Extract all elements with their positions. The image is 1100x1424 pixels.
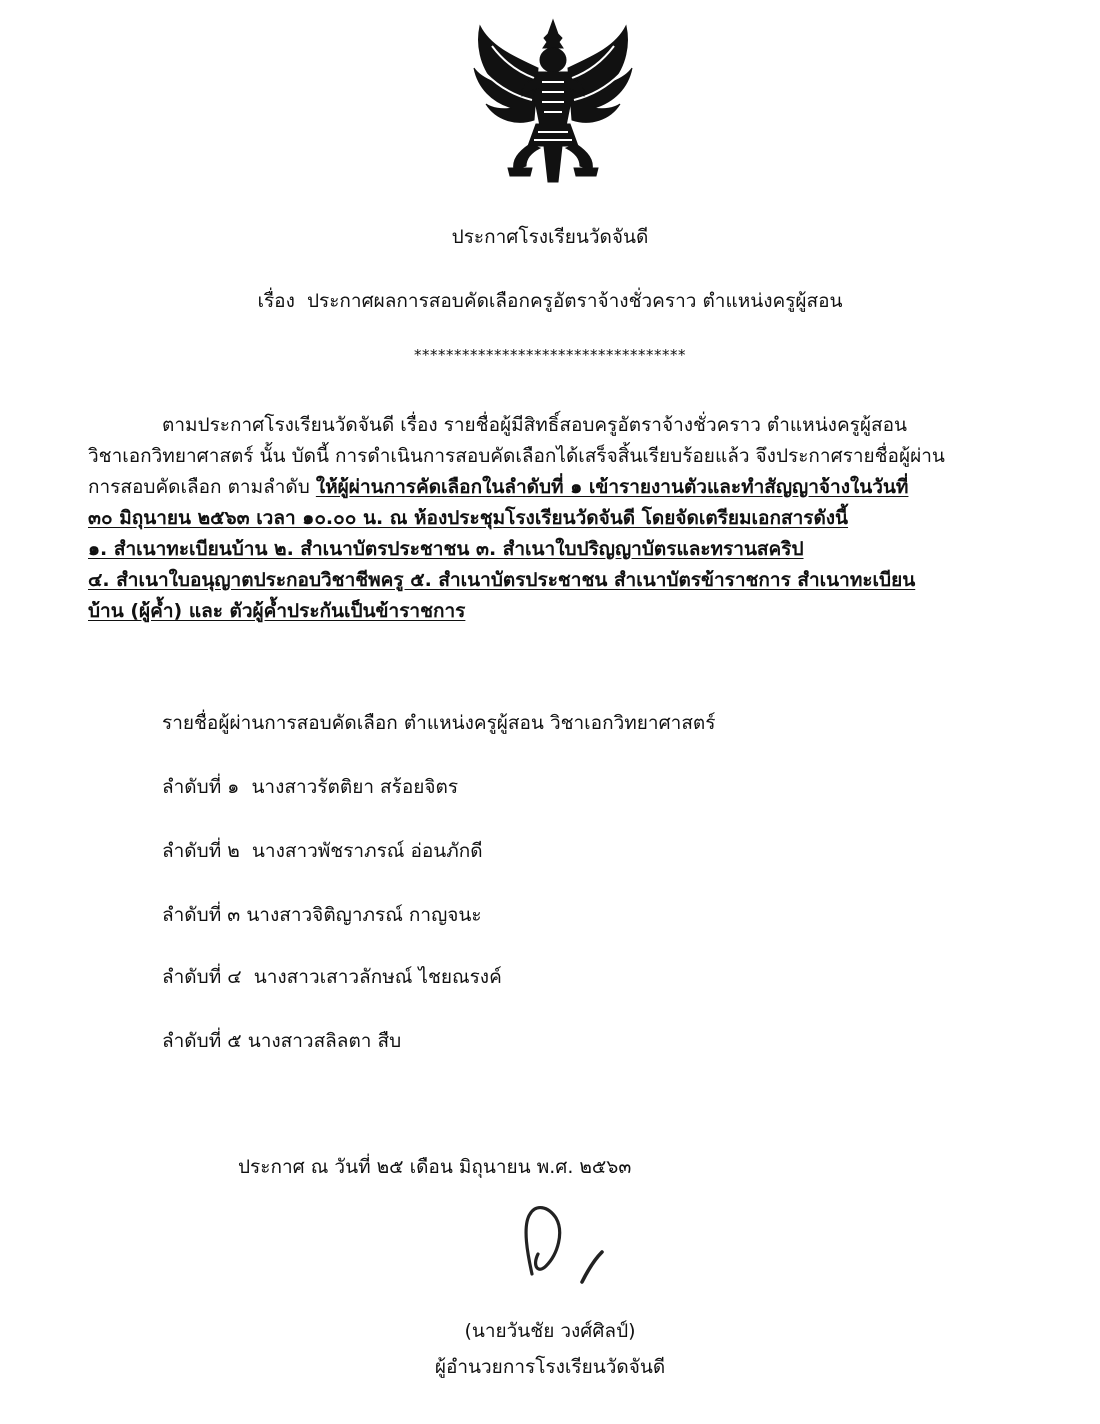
body-line-4: ๓๐ มิถุนายน ๒๕๖๓ เวลา ๑๐.๐๐ น. ณ ห้องประชุมโรงเรียนวัดจันดี โดยจัดเตรียมเอกสารดังนี้: [88, 507, 849, 529]
announcement-body: [88, 410, 1008, 627]
signer-position: ผู้อำนวยการโรงเรียนวัดจันดี: [434, 1356, 666, 1378]
announcement-title: ประกาศโรงเรียนวัดจันดี: [451, 226, 649, 248]
subject-label: เรื่อง: [257, 290, 295, 312]
rank-label: ลำดับที่ ๔: [162, 966, 242, 988]
rank-item-3: [162, 900, 482, 930]
rank-item-2: [162, 836, 483, 866]
rank-item-1: [162, 772, 458, 802]
signer-name: (นายวันชัย วงศ์ศิลป์): [464, 1320, 636, 1342]
body-line-5: ๑. สำเนาทะเบียนบ้าน ๒. สำเนาบัตรประชาชน ๓. สำเนาใบปริญญาบัตรและทรานสคริป: [88, 538, 804, 560]
rank-label: ลำดับที่ ๓: [162, 904, 241, 926]
subject-text: ประกาศผลการสอบคัดเลือกครูอัตราจ้างชั่วคราว ตำแหน่งครูผู้สอน: [306, 290, 843, 312]
subject-line: [0, 286, 1100, 316]
rank-name: นางสาวพัชราภรณ์ อ่อนภักดี: [251, 840, 483, 862]
body-line-1: ตามประกาศโรงเรียนวัดจันดี เรื่อง รายชื่อผู้มีสิทธิ์สอบครูอัตราจ้างชั่วคราว ตำแหน่งครูผู้สอน: [162, 414, 907, 436]
body-line-3-bold: ให้ผู้ผ่านการคัดเลือกในลำดับที่ ๑ เข้ารายงานตัวและทำสัญญาจ้างในวันที่: [315, 476, 909, 498]
rank-item-4: [162, 962, 502, 992]
rank-label: ลำดับที่ ๕: [162, 1030, 242, 1052]
separator-stars: **********************************: [414, 346, 686, 364]
passed-list-heading: รายชื่อผู้ผ่านการสอบคัดเลือก ตำแหน่งครูผู้สอน วิชาเอกวิทยาศาสตร์: [162, 712, 716, 734]
rank-label: ลำดับที่ ๑: [162, 776, 240, 798]
handwritten-signature-icon: [502, 1196, 620, 1296]
body-line-7: บ้าน (ผู้ค้ำ) และ ตัวผู้ค้ำประกันเป็นข้าราชการ: [88, 600, 466, 622]
body-line-3: [88, 472, 1008, 503]
rank-name: นางสาวสลิลตา สืบ: [247, 1030, 402, 1052]
rank-label: ลำดับที่ ๒: [162, 840, 240, 862]
body-line-6: ๔. สำเนาใบอนุญาตประกอบวิชาชีพครู ๕. สำเนาบัตรประชาชน สำเนาบัตรข้าราชการ สำเนาทะเบียน: [88, 569, 916, 591]
announce-date: ประกาศ ณ วันที่ ๒๕ เดือน มิถุนายน พ.ศ. ๒๕๖๓: [238, 1156, 632, 1178]
body-line-3-plain: การสอบคัดเลือก ตามลำดับ: [88, 476, 316, 498]
rank-name: นางสาวจิติญาภรณ์ กาญจนะ: [246, 904, 482, 926]
rank-name: นางสาวเสาวลักษณ์ ไชยณรงค์: [253, 966, 502, 988]
body-line-2: วิชาเอกวิทยาศาสตร์ นั้น บัดนี้ การดำเนินการสอบคัดเลือกได้เสร็จสิ้นเรียบร้อยแล้ว จึงประกาศรายชื่อผู้ผ่าน: [88, 445, 945, 467]
rank-item-5: [162, 1026, 401, 1056]
rank-name: นางสาวรัตติยา สร้อยจิตร: [251, 776, 459, 798]
garuda-emblem-icon: [472, 16, 634, 186]
